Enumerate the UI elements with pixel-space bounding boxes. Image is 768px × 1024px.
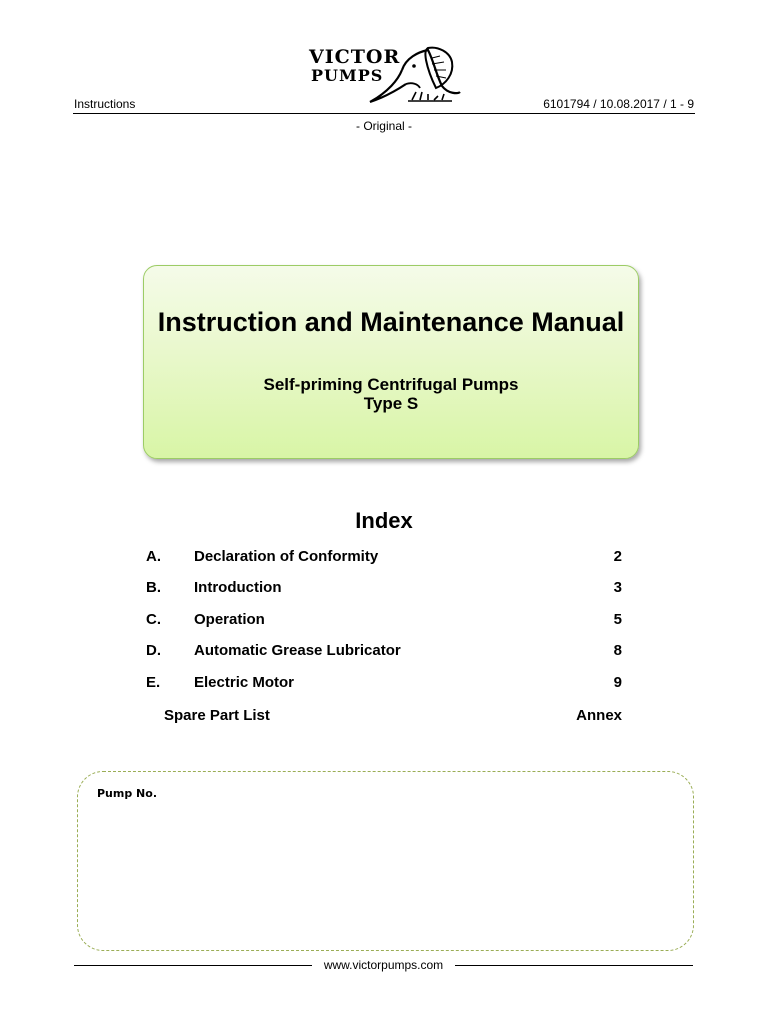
index-item-spare-part-list	[164, 707, 622, 727]
victor-pumps-logo	[300, 44, 470, 108]
index-item-page: 8	[613, 642, 622, 659]
index-item-c	[146, 611, 622, 631]
index-item-letter: B.	[146, 579, 161, 596]
manual-subtitle	[144, 375, 638, 413]
header-document-number: 6101794 / 10.08.2017 / 1 - 9	[543, 97, 694, 111]
index-item-letter: E.	[146, 674, 161, 691]
original-marker: - Original -	[355, 119, 412, 133]
elephant-logo-icon	[362, 44, 466, 108]
index-item-label: Introduction	[194, 579, 282, 596]
index-item-a	[146, 548, 622, 568]
pump-number-box	[77, 771, 694, 951]
header-divider	[73, 113, 695, 114]
index-item-letter: D.	[146, 642, 161, 659]
index-item-d	[146, 642, 622, 662]
spare-part-list-label: Spare Part List	[164, 707, 270, 724]
manual-title: Instruction and Maintenance Manual	[157, 307, 625, 337]
manual-subtitle-line2: Type S	[363, 394, 419, 413]
index-item-label: Operation	[194, 611, 265, 628]
index-item-b	[146, 579, 622, 599]
manual-subtitle-line1: Self-priming Centrifugal Pumps	[263, 375, 519, 394]
pump-number-label: Pump No.	[97, 787, 158, 800]
index-heading: Index	[355, 508, 413, 533]
index-item-page: 2	[613, 548, 622, 565]
index-item-letter: A.	[146, 548, 161, 565]
footer-divider-right	[455, 965, 693, 966]
index-item-page: 9	[613, 674, 622, 691]
index-item-page: 3	[613, 579, 622, 596]
header-document-type: Instructions	[74, 97, 136, 111]
index-item-label: Electric Motor	[194, 674, 295, 691]
title-box	[143, 265, 639, 459]
logo-text-pumps: PUMPS	[311, 66, 384, 85]
footer-divider-left	[74, 965, 312, 966]
footer-website[interactable]: www.victorpumps.com	[323, 958, 444, 972]
logo-text-victor: VICTOR	[309, 46, 401, 68]
index-item-label: Automatic Grease Lubricator	[194, 642, 401, 659]
index-item-page: 5	[613, 611, 622, 628]
index-item-e	[146, 674, 622, 694]
index-item-label: Declaration of Conformity	[194, 548, 379, 565]
spare-part-list-location: Annex	[576, 707, 622, 724]
index-item-letter: C.	[146, 611, 161, 628]
